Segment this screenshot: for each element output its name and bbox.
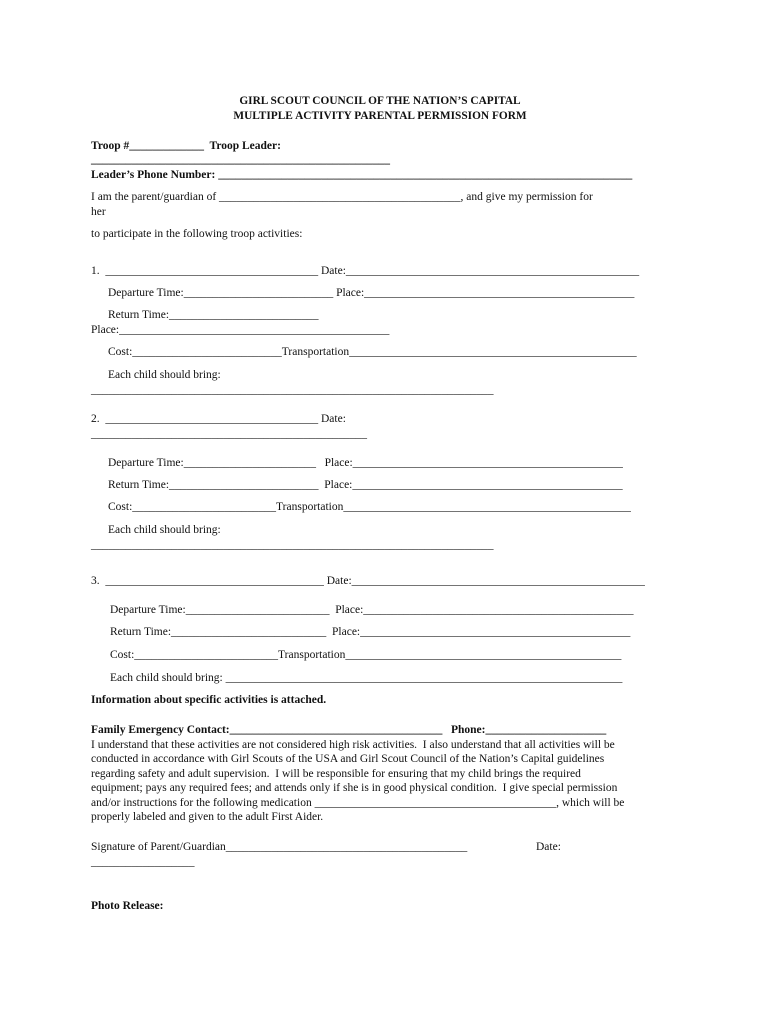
activity1-return: Return Time:__________________________	[108, 309, 319, 321]
activity1-departure: Departure Time:__________________________ Place:_______________________________________________	[108, 287, 635, 299]
signature-date-label: Date:	[536, 841, 561, 853]
activity3-cost: Cost:_________________________Transportation________________________________________________	[110, 649, 622, 661]
activity2-date-underline: ________________________________________________	[91, 428, 367, 440]
activity2-cost: Cost:_________________________Transportation__________________________________________________	[108, 501, 631, 513]
activity2-bring: Each child should bring:	[108, 524, 221, 536]
parent-guardian-line: I am the parent/guardian of __________________________________________, and give my permission for	[91, 191, 593, 203]
activity2-departure: Departure Time:_______________________ Place:_______________________________________________	[108, 457, 623, 469]
activity1-bring-underline: ______________________________________________________________________	[91, 384, 494, 396]
activity3-departure: Departure Time:_________________________ Place:_______________________________________________	[110, 604, 634, 616]
info-attached-text: Information about specific activities is attached.	[91, 694, 327, 706]
activity1-line: 1. _____________________________________ Date:___________________________________________________	[91, 265, 640, 277]
troop-leader-underline: ____________________________________________________	[91, 154, 390, 166]
activity2-line: 2. _____________________________________ Date:	[91, 413, 346, 425]
activity1-cost: Cost:__________________________Transportation__________________________________________________	[108, 346, 637, 358]
emergency-contact-line: Family Emergency Contact:_____________________________________ Phone:_____________________	[91, 724, 607, 736]
activity2-return: Return Time:__________________________ Place:_______________________________________________	[108, 479, 623, 491]
statement-line-4: equipment; pays any required fees; and attends only if she is in good physical condition. I give special permission	[91, 782, 618, 794]
activity1-return-place: Place:_______________________________________________	[91, 324, 390, 336]
statement-line-1: I understand that these activities are not considered high risk activities. I also understand that all activities will be	[91, 739, 615, 751]
signature-line: Signature of Parent/Guardian__________________________________________	[91, 841, 468, 853]
activity2-bring-underline: ______________________________________________________________________	[91, 539, 494, 551]
leader-phone-line: Leader’s Phone Number: ________________________________________________________________________	[91, 169, 633, 181]
statement-line-2: conducted in accordance with Girl Scouts of the USA and Girl Scout Council of the Nation’s Capital guidelines	[91, 753, 605, 765]
activity1-bring: Each child should bring:	[108, 369, 221, 381]
statement-line-6: properly labeled and given to the adult First Aider.	[91, 811, 324, 823]
photo-release-heading: Photo Release:	[91, 900, 164, 912]
form-title-line1: GIRL SCOUT COUNCIL OF THE NATION’S CAPITAL	[239, 95, 521, 107]
activity3-bring: Each child should bring: _____________________________________________________________________	[110, 672, 623, 684]
participate-text: to participate in the following troop activities:	[91, 228, 303, 240]
activity3-line: 3. ______________________________________ Date:___________________________________________________	[91, 575, 645, 587]
signature-date-underline: __________________	[91, 856, 195, 868]
activity3-return: Return Time:___________________________ Place:_______________________________________________	[110, 626, 631, 638]
statement-line-5: and/or instructions for the following medication __________________________________________, which will be	[91, 797, 625, 809]
form-title-line2: MULTIPLE ACTIVITY PARENTAL PERMISSION FORM	[233, 110, 527, 122]
parent-guardian-line-cont: her	[91, 206, 106, 218]
statement-line-3: regarding safety and adult supervision. I will be responsible for ensuring that my child brings the required	[91, 768, 581, 780]
troop-line: Troop #_____________ Troop Leader:	[91, 140, 281, 152]
